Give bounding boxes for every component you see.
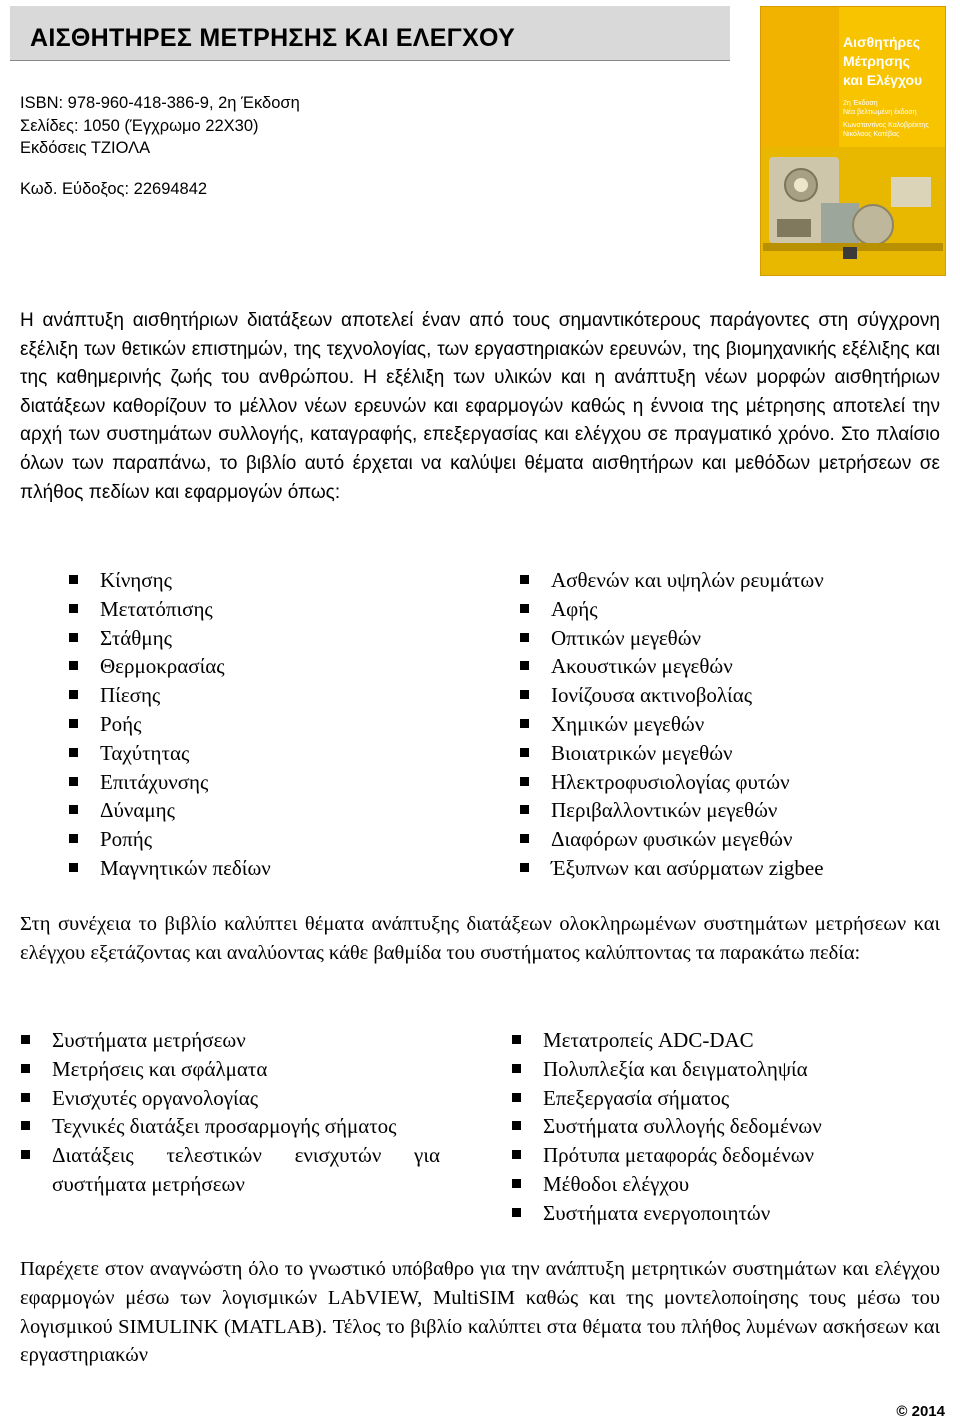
list-item <box>68 854 478 883</box>
cover-edition-note: Νέα βελτιωμένη έκδοση <box>843 109 917 116</box>
list-item-label: Ενισχυτές οργανολογίας <box>52 1085 259 1110</box>
list-item-label: Βιοιατρικών μεγεθών <box>551 740 733 765</box>
list-item-label: Κίνησης <box>100 568 172 592</box>
list-item-label: Μέθοδοι ελέγχου <box>543 1171 690 1196</box>
square-bullet-icon <box>512 1150 521 1159</box>
square-bullet-icon <box>512 1179 521 1188</box>
title-bar <box>10 6 730 61</box>
fields-left-list <box>20 1026 440 1199</box>
square-bullet-icon <box>69 690 78 699</box>
list-item-label: Επεξεργασία σήματος <box>543 1085 730 1110</box>
list-item <box>511 1055 931 1084</box>
square-bullet-icon <box>520 777 529 786</box>
square-bullet-icon <box>512 1121 521 1130</box>
list-item-label: Αφής <box>551 596 598 621</box>
list-item <box>511 1199 931 1228</box>
cover-title: Αισθητήρες Μέτρησης και Ελέγχου <box>843 34 923 88</box>
list-item <box>68 739 478 768</box>
square-bullet-icon <box>520 661 529 670</box>
list-item-label: Μετατόπισης <box>100 596 213 621</box>
list-item-label: Ασθενών και υψηλών ρευμάτων <box>551 568 824 592</box>
square-bullet-icon <box>21 1150 30 1159</box>
square-bullet-icon <box>520 575 529 584</box>
list-item-label: Τεχνικές διατάξει προσαρμογής σήματος <box>52 1114 397 1139</box>
square-bullet-icon <box>69 604 78 613</box>
square-bullet-icon <box>512 1208 521 1217</box>
second-paragraph: Στη συνέχεια το βιβλίο καλύπτει θέματα ανάπτυξης διατάξεων ολοκληρωμένων συστημάτων μετρήσεων και ελέγχου εξετάζοντας και αναλύοντας κάθε βαθμίδα του συστήματος καλύπτοντας τα παρακάτω πεδία: <box>20 913 940 964</box>
list-item <box>20 1055 440 1084</box>
list-item <box>68 796 478 825</box>
isbn-text: ISBN: 978-960-418-386-9, 2η Έκδοση <box>20 94 300 112</box>
square-bullet-icon <box>21 1035 30 1044</box>
fields-right-list <box>511 1026 931 1228</box>
square-bullet-icon <box>69 863 78 872</box>
list-item-label: Θερμοκρασίας <box>100 654 225 679</box>
square-bullet-icon <box>520 863 529 872</box>
list-item-label: Συστήματα συλλογής δεδομένων <box>543 1114 822 1139</box>
list-item-label: Περιβαλλοντικών μεγεθών <box>551 798 778 823</box>
list-item <box>68 566 478 595</box>
list-item <box>20 1026 440 1055</box>
list-item <box>68 710 478 739</box>
square-bullet-icon <box>520 604 529 613</box>
list-item <box>519 825 924 854</box>
list-item-label: Συστήματα μετρήσεων <box>52 1028 246 1052</box>
cover-edition: 2η Έκδοση <box>843 100 878 107</box>
square-bullet-icon <box>520 690 529 699</box>
list-item <box>68 595 478 624</box>
intro-paragraph: Η ανάπτυξη αισθητήριων διατάξεων αποτελεί έναν από τους σημαντικότερους παράγοντες στη σύγχρονη εξέλιξη των θετικών επιστημών, της τεχνολογίας, των εργαστηριακών ερευνών, της βιομηχανικής εξέλιξης και της καθημερινής ζωής του ανθρώπου. Η εξέλιξη των υλικών και η ανάπτυξη νέων μορφών αισθητήριων διατάξεων καθορίζουν το μέλλον νέων ερευνών και εφαρμογών καθώς η έννοια της μέτρησης αποτελεί την αρχή των συστημάτων συλλογής, καταγραφής, επεξεργασίας και ελέγχου σε πραγματικό χρόνο. Στο πλαίσιο όλων των παραπάνω, το βιβλίο αυτό έρχεται να καλύψει θέματα αισθητήρων και μεθόδων μετρήσεων σε πλήθος πεδίων και εφαρμογών όπως: <box>20 310 940 503</box>
list-item <box>519 566 924 595</box>
square-bullet-icon <box>520 633 529 642</box>
list-item-label: Στάθμης <box>100 625 172 650</box>
list-item-label: Μετατροπείς ADC-DAC <box>543 1028 754 1052</box>
square-bullet-icon <box>512 1064 521 1073</box>
list-item <box>519 624 924 653</box>
square-bullet-icon <box>21 1064 30 1073</box>
list-item-label: Συστήματα ενεργοποιητών <box>543 1200 771 1225</box>
list-item-label: Ταχύτητας <box>100 740 190 765</box>
list-item <box>20 1112 440 1141</box>
square-bullet-icon <box>69 748 78 757</box>
square-bullet-icon <box>69 633 78 642</box>
list-item <box>511 1141 931 1170</box>
list-item <box>20 1084 440 1113</box>
square-bullet-icon <box>69 575 78 584</box>
list-item <box>519 681 924 710</box>
square-bullet-icon <box>520 805 529 814</box>
square-bullet-icon <box>69 719 78 728</box>
list-item <box>519 854 924 883</box>
list-item <box>511 1026 931 1055</box>
list-item <box>519 595 924 624</box>
list-item <box>519 710 924 739</box>
square-bullet-icon <box>69 834 78 843</box>
closing-paragraph: Παρέχετε στον αναγνώστη όλο το γνωστικό υπόβαθρο για την ανάπτυξη μετρητικών συστημάτων και ελέγχου εφαρμογών μέσω των λογισμικών LAbVIEW, MultiSIM καθώς και της μοντελοποίησης τους μέσω του λογισμικού SIMULINK (MATLAB). Τέλος το βιβλίο καλύπτει στα θέματα του πλήθος λυμένων ασκήσεων και εργαστηριακών <box>20 1258 940 1367</box>
publisher-text: Εκδόσεις ΤΖΙΟΛΑ <box>20 139 151 157</box>
eudoxus-code: Κωδ. Εύδοξος: 22694842 <box>20 180 208 198</box>
list-item <box>519 768 924 797</box>
list-item <box>68 681 478 710</box>
square-bullet-icon <box>520 719 529 728</box>
list-item <box>519 652 924 681</box>
list-item <box>68 652 478 681</box>
list-item <box>511 1170 931 1199</box>
copyright-text: © 2014 <box>896 1403 945 1420</box>
list-item <box>519 739 924 768</box>
sensor-topics-right-list <box>519 566 924 883</box>
publisher-logo-icon <box>843 247 857 259</box>
list-item-label: Πρότυπα μεταφοράς δεδομένων <box>543 1143 815 1168</box>
list-item <box>511 1112 931 1141</box>
square-bullet-icon <box>21 1121 30 1130</box>
square-bullet-icon <box>512 1035 521 1044</box>
list-item <box>68 624 478 653</box>
list-item-label: Δύναμης <box>100 798 175 823</box>
page-title: ΑΙΣΘΗΤΗΡΕΣ ΜΕΤΡΗΣΗΣ ΚΑΙ ΕΛΕΓΧΟΥ <box>30 24 516 52</box>
list-item <box>511 1084 931 1113</box>
list-item-label: Μετρήσεις και σφάλματα <box>52 1056 268 1081</box>
list-item <box>68 825 478 854</box>
square-bullet-icon <box>512 1093 521 1102</box>
cover-author-1: Κωνσταντίνος Καλοβρέκτης <box>843 122 929 129</box>
square-bullet-icon <box>69 805 78 814</box>
list-item-label: Πολυπλεξία και δειγματοληψία <box>543 1056 808 1081</box>
list-item-label: Διατάξεις τελεστικών ενισχυτών για συστήματα μετρήσεων <box>52 1143 440 1196</box>
list-item-label: Ιονίζουσα ακτινοβολίας <box>551 683 753 708</box>
list-item <box>68 768 478 797</box>
square-bullet-icon <box>520 748 529 757</box>
square-bullet-icon <box>69 777 78 786</box>
list-item-label: Μαγνητικών πεδίων <box>100 855 271 880</box>
pages-text: Σελίδες: 1050 (Έγχρωμο 22Χ30) <box>20 116 259 135</box>
list-item-label: Χημικών μεγεθών <box>551 711 705 736</box>
book-cover-image <box>760 6 946 276</box>
list-item-label: Επιτάχυνσης <box>100 769 209 794</box>
square-bullet-icon <box>21 1093 30 1102</box>
cover-author-2: Νικόλαος Κατέβας <box>843 131 900 138</box>
list-item-label: Διαφόρων φυσικών μεγεθών <box>551 827 793 852</box>
list-item-label: Έξυπνων και ασύρματων zigbee <box>551 855 824 880</box>
book-meta <box>20 92 300 160</box>
list-item-label: Οπτικών μεγεθών <box>551 625 702 650</box>
list-item-label: Πίεσης <box>100 683 161 708</box>
square-bullet-icon <box>520 834 529 843</box>
list-item <box>20 1141 440 1199</box>
list-item <box>519 796 924 825</box>
square-bullet-icon <box>69 661 78 670</box>
sensor-topics-left-list <box>68 566 478 883</box>
list-item-label: Ακουστικών μεγεθών <box>551 654 733 679</box>
list-item-label: Ροής <box>100 711 142 736</box>
list-item-label: Ροπής <box>100 827 153 852</box>
list-item-label: Ηλεκτροφυσιολογίας φυτών <box>551 769 790 794</box>
